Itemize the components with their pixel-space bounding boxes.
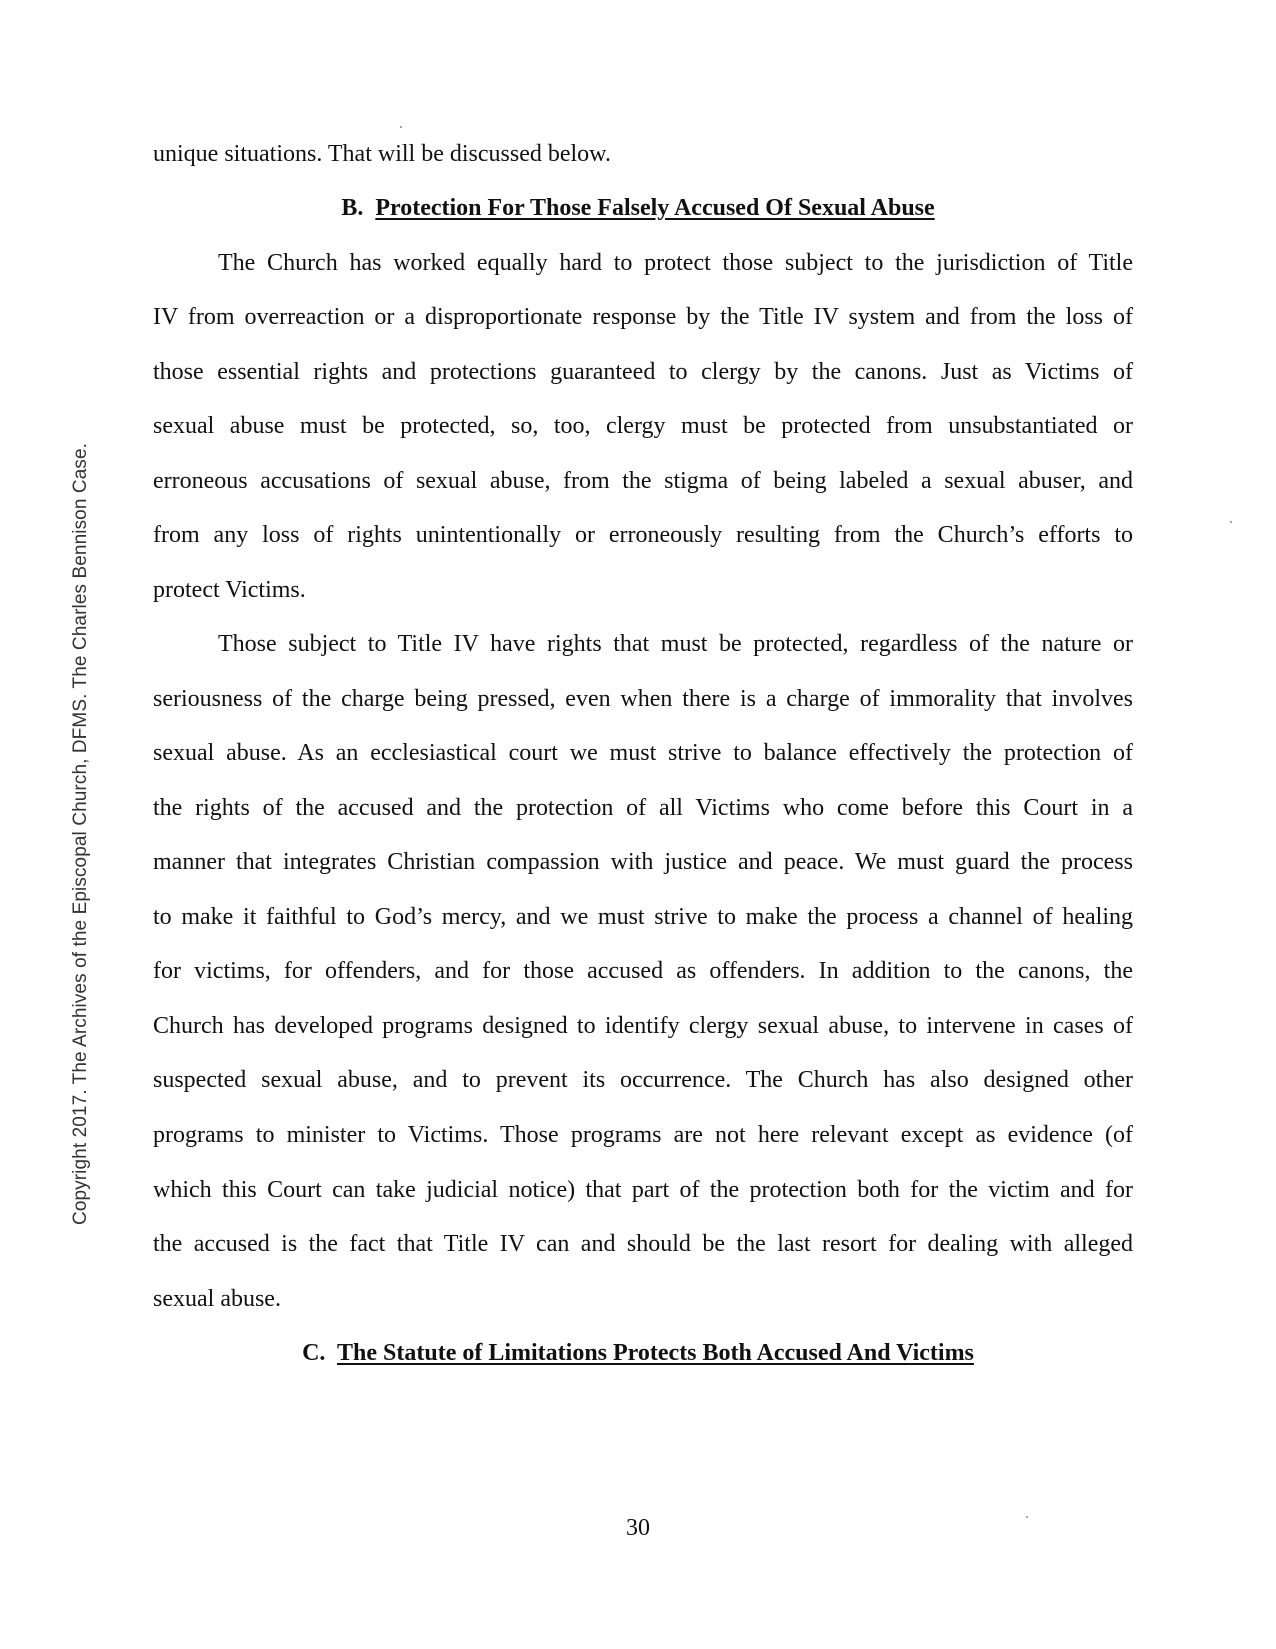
paragraph-line: to make it faithful to God’s mercy, and we must strive to make the process a channel of healing bbox=[153, 904, 1133, 930]
paragraph-line: IV from overreaction or a disproportionate response by the Title IV system and from the loss of bbox=[153, 304, 1133, 330]
paragraph-line: Church has developed programs designed to identify clergy sexual abuse, to intervene in cases of bbox=[153, 1013, 1133, 1039]
paragraph-line: protect Victims. bbox=[153, 577, 306, 603]
paragraph-line: the rights of the accused and the protection of all Victims who come before this Court in a bbox=[153, 795, 1133, 821]
paragraph-line: seriousness of the charge being pressed, even when there is a charge of immorality that involves bbox=[153, 686, 1133, 712]
section-b-title: Protection For Those Falsely Accused Of Sexual Abuse bbox=[375, 195, 935, 221]
paragraph-line: which this Court can take judicial notice) that part of the protection both for the victim and for bbox=[153, 1177, 1133, 1203]
copyright-text: Copyright 2017. The Archives of the Episcopal Church, DFMS. The Charles Bennison Case. bbox=[70, 442, 91, 1225]
paragraph-line: the accused is the fact that Title IV can and should be the last resort for dealing with alleged bbox=[153, 1231, 1133, 1257]
paragraph-line: manner that integrates Christian compassion with justice and peace. We must guard the process bbox=[153, 849, 1133, 875]
opening-line: unique situations. That will be discussed below. bbox=[153, 141, 611, 167]
paragraph-line: sexual abuse. bbox=[153, 1286, 281, 1312]
section-b-letter: B. bbox=[341, 195, 364, 221]
section-c-heading bbox=[0, 1339, 1276, 1367]
paragraph-line: sexual abuse must be protected, so, too, clergy must be protected from unsubstantiated or bbox=[153, 413, 1133, 439]
paragraph-line: from any loss of rights unintentionally or erroneously resulting from the Church’s efforts to bbox=[153, 522, 1133, 548]
paragraph-line: programs to minister to Victims. Those programs are not here relevant except as evidence (of bbox=[153, 1122, 1133, 1148]
section-b-heading bbox=[0, 194, 1276, 222]
paragraph-line: those essential rights and protections guaranteed to clergy by the canons. Just as Victims of bbox=[153, 359, 1133, 385]
paragraph-line: sexual abuse. As an ecclesiastical court we must strive to balance effectively the protection of bbox=[153, 740, 1133, 766]
paragraph-line: for victims, for offenders, and for those accused as offenders. In addition to the canons, the bbox=[153, 958, 1133, 984]
paragraph-line: erroneous accusations of sexual abuse, from the stigma of being labeled a sexual abuser, and bbox=[153, 468, 1133, 494]
section-c-title: The Statute of Limitations Protects Both Accused And Victims bbox=[337, 1340, 974, 1366]
paragraph-line: Those subject to Title IV have rights that must be protected, regardless of the nature or bbox=[218, 631, 1133, 657]
scan-speck bbox=[400, 126, 402, 128]
paragraph-line: The Church has worked equally hard to protect those subject to the jurisdiction of Title bbox=[218, 250, 1133, 276]
paragraph-line: suspected sexual abuse, and to prevent its occurrence. The Church has also designed other bbox=[153, 1067, 1133, 1093]
scan-speck bbox=[1230, 521, 1232, 523]
scan-speck bbox=[1026, 1516, 1028, 1518]
section-c-letter: C. bbox=[302, 1340, 326, 1366]
page-number: 30 bbox=[626, 1515, 650, 1541]
